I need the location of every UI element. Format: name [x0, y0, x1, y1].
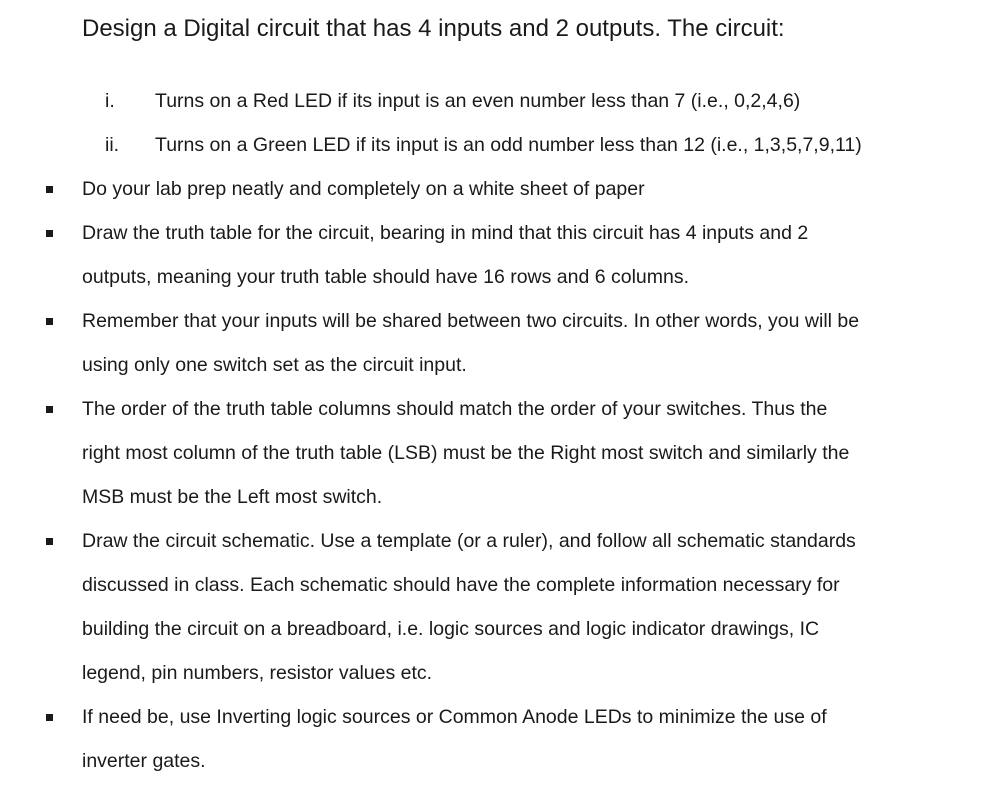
bullet-line: building the circuit on a breadboard, i.e. logic sources and logic indicator drawings, IC: [82, 618, 820, 640]
bullet-line: legend, pin numbers, resistor values etc.: [82, 662, 433, 684]
bullet-line: Draw the circuit schematic. Use a template (or a ruler), and follow all schematic standards: [82, 530, 856, 552]
bullet-line: Remember that your inputs will be shared between two circuits. In other words, you will be: [82, 310, 860, 332]
bullet-square-icon: [46, 318, 53, 325]
bullet-square-icon: [46, 186, 53, 193]
bullet-square-icon: [46, 538, 53, 545]
bullet-line: discussed in class. Each schematic should have the complete information necessary for: [82, 574, 840, 596]
bullet-line: right most column of the truth table (LSB) must be the Right most switch and similarly the: [82, 442, 850, 464]
sub-item-text: Turns on a Red LED if its input is an even number less than 7 (i.e., 0,2,4,6): [155, 90, 801, 112]
bullet-line: If need be, use Inverting logic sources or Common Anode LEDs to minimize the use of: [82, 706, 827, 728]
sub-item-text: Turns on a Green LED if its input is an odd number less than 12 (i.e., 1,3,5,7,9,11): [155, 134, 862, 156]
bullet-line: Do your lab prep neatly and completely on a white sheet of paper: [82, 178, 645, 200]
bullet-line: inverter gates.: [82, 750, 206, 772]
assignment-heading: Design a Digital circuit that has 4 inputs and 2 outputs. The circuit:: [82, 15, 785, 42]
bullet-line: MSB must be the Left most switch.: [82, 486, 383, 508]
bullet-line: outputs, meaning your truth table should have 16 rows and 6 columns.: [82, 266, 690, 288]
bullet-square-icon: [46, 714, 53, 721]
bullet-square-icon: [46, 230, 53, 237]
bullet-line: using only one switch set as the circuit input.: [82, 354, 467, 376]
bullet-line: Draw the truth table for the circuit, bearing in mind that this circuit has 4 inputs and 2: [82, 222, 809, 244]
bullet-line: The order of the truth table columns should match the order of your switches. Thus the: [82, 398, 828, 420]
bullet-square-icon: [46, 406, 53, 413]
sub-item-numeral: i.: [105, 90, 115, 112]
sub-item-numeral: ii.: [105, 134, 120, 156]
